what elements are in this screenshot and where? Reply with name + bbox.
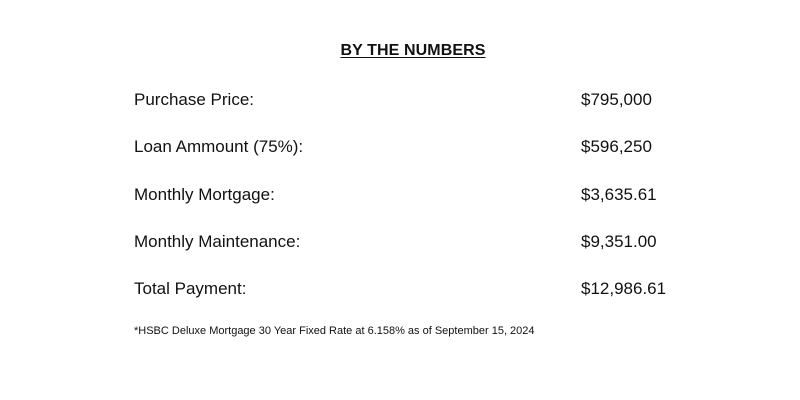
monthly-mortgage-value: $3,635.61 bbox=[581, 184, 657, 204]
total-payment-value: $12,986.61 bbox=[581, 279, 667, 299]
total-payment-label: Total Payment: bbox=[134, 279, 247, 299]
monthly-mortgage-label: Monthly Mortgage: bbox=[134, 184, 275, 204]
loan-amount-value: $596,250 bbox=[581, 137, 652, 157]
monthly-maintenance-row bbox=[134, 230, 694, 277]
page-title: BY THE NUMBERS bbox=[340, 42, 486, 59]
monthly-mortgage-row bbox=[134, 183, 694, 230]
footnote: *HSBC Deluxe Mortgage 30 Year Fixed Rate at 6.158% as of September 15, 2024 bbox=[134, 325, 535, 337]
monthly-maintenance-label: Monthly Maintenance: bbox=[134, 231, 301, 251]
loan-amount-label: Loan Ammount (75%): bbox=[134, 137, 304, 157]
monthly-maintenance-value: $9,351.00 bbox=[581, 231, 657, 251]
total-payment-row bbox=[134, 277, 694, 324]
purchase-price-row bbox=[134, 88, 694, 135]
purchase-price-value: $795,000 bbox=[581, 90, 652, 109]
purchase-price-label: Purchase Price: bbox=[134, 90, 254, 109]
loan-amount-row bbox=[134, 135, 694, 182]
numbers-table bbox=[134, 88, 694, 324]
